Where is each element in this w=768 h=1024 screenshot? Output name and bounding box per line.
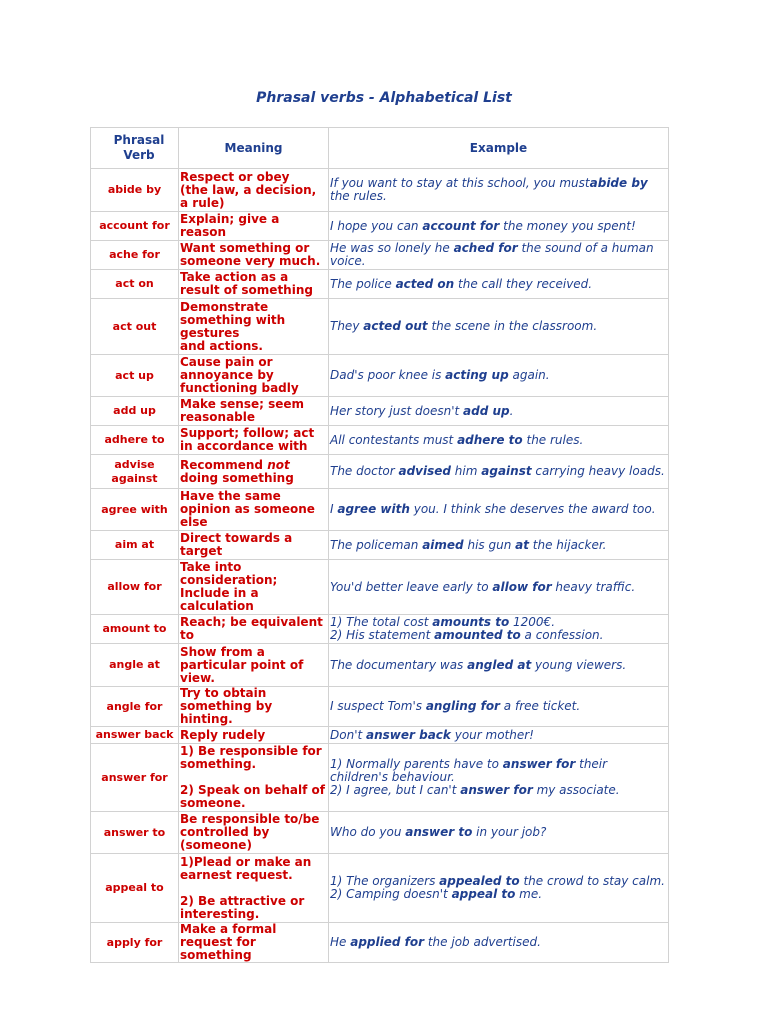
meaning-cell: Take into consideration; Include in a calculation (179, 560, 329, 615)
table-row (91, 812, 669, 854)
table-body (91, 169, 669, 963)
meaning-cell: Demonstrate something with gestures and actions. (179, 299, 329, 355)
example-cell: 1) The total cost amounts to 1200€. 2) His statement amounted to a confession. (329, 615, 669, 644)
meaning-cell: Have the same opinion as someone else (179, 489, 329, 531)
page-title: Phrasal verbs - Alphabetical List (256, 90, 512, 106)
phrasal-verb-cell: answer for (91, 744, 179, 812)
table-header-row (91, 128, 669, 169)
example-cell: He was so lonely he ached for the sound of a human voice. (329, 241, 669, 270)
phrasal-verb-cell: amount to (91, 615, 179, 644)
meaning-cell: 1)Plead or make an earnest request. 2) Be attractive or interesting. (179, 854, 329, 923)
example-cell: All contestants must adhere to the rules. (329, 426, 669, 455)
table-row (91, 744, 669, 812)
phrasal-verb-cell: appeal to (91, 854, 179, 923)
phrasal-verb-cell: ache for (91, 241, 179, 270)
phrasal-verb-cell: answer back (91, 727, 179, 744)
table-row (91, 355, 669, 397)
table-row (91, 299, 669, 355)
meaning-cell: Reply rudely (179, 727, 329, 744)
phrasal-verb-cell: angle at (91, 644, 179, 687)
table-row (91, 212, 669, 241)
table-row (91, 489, 669, 531)
table-row (91, 455, 669, 489)
meaning-cell: Reach; be equivalent to (179, 615, 329, 644)
example-cell: Who do you answer to in your job? (329, 812, 669, 854)
header-phrasal-verb: Phrasal Verb (91, 128, 179, 169)
meaning-cell: Take action as a result of something (179, 270, 329, 299)
meaning-cell: Want something or someone very much. (179, 241, 329, 270)
table-row (91, 169, 669, 212)
example-cell: They acted out the scene in the classroom. (329, 299, 669, 355)
meaning-cell: 1) Be responsible for something. 2) Speak on behalf of someone. (179, 744, 329, 812)
header-example: Example (329, 128, 669, 169)
meaning-cell: Make sense; seem reasonable (179, 397, 329, 426)
phrasal-verb-cell: abide by (91, 169, 179, 212)
phrasal-verb-cell: act on (91, 270, 179, 299)
phrasal-verb-cell: agree with (91, 489, 179, 531)
example-cell: I suspect Tom's angling for a free ticket. (329, 687, 669, 727)
phrasal-verb-cell: add up (91, 397, 179, 426)
phrasal-verb-cell: advise against (91, 455, 179, 489)
table-row (91, 687, 669, 727)
meaning-cell: Recommend not doing something (179, 455, 329, 489)
phrasal-verb-cell: account for (91, 212, 179, 241)
table-row (91, 397, 669, 426)
example-cell: You'd better leave early to allow for heavy traffic. (329, 560, 669, 615)
phrasal-verb-cell: apply for (91, 923, 179, 963)
table-row (91, 615, 669, 644)
table-row (91, 727, 669, 744)
phrasal-verb-cell: adhere to (91, 426, 179, 455)
phrasal-verb-cell: act up (91, 355, 179, 397)
table-row (91, 560, 669, 615)
table-row (91, 426, 669, 455)
example-cell: I agree with you. I think she deserves the award too. (329, 489, 669, 531)
table-row (91, 923, 669, 963)
example-cell: I hope you can account for the money you spent! (329, 212, 669, 241)
example-cell: The police acted on the call they received. (329, 270, 669, 299)
header-meaning: Meaning (179, 128, 329, 169)
table-row (91, 644, 669, 687)
example-cell: The documentary was angled at young viewers. (329, 644, 669, 687)
meaning-cell: Support; follow; act in accordance with (179, 426, 329, 455)
meaning-cell: Explain; give a reason (179, 212, 329, 241)
table-row (91, 270, 669, 299)
example-cell: Dad's poor knee is acting up again. (329, 355, 669, 397)
phrasal-verbs-table (90, 127, 669, 963)
table-row (91, 854, 669, 923)
example-cell: If you want to stay at this school, you mustabide by the rules. (329, 169, 669, 212)
phrasal-verb-cell: act out (91, 299, 179, 355)
phrasal-verb-cell: answer to (91, 812, 179, 854)
meaning-cell: Respect or obey (the law, a decision, a rule) (179, 169, 329, 212)
meaning-cell: Be responsible to/be controlled by (someone) (179, 812, 329, 854)
phrasal-verb-cell: angle for (91, 687, 179, 727)
meaning-cell: Cause pain or annoyance by functioning badly (179, 355, 329, 397)
example-cell: 1) Normally parents have to answer for their children's behaviour. 2) I agree, but I can't answer for my associate. (329, 744, 669, 812)
phrasal-verb-cell: allow for (91, 560, 179, 615)
example-cell: Her story just doesn't add up. (329, 397, 669, 426)
meaning-cell: Make a formal request for something (179, 923, 329, 963)
example-cell: 1) The organizers appealed to the crowd to stay calm. 2) Camping doesn't appeal to me. (329, 854, 669, 923)
meaning-cell: Show from a particular point of view. (179, 644, 329, 687)
table-row (91, 531, 669, 560)
table-row (91, 241, 669, 270)
example-cell: The policeman aimed his gun at the hijacker. (329, 531, 669, 560)
meaning-cell: Direct towards a target (179, 531, 329, 560)
example-cell: Don't answer back your mother! (329, 727, 669, 744)
phrasal-verb-cell: aim at (91, 531, 179, 560)
example-cell: He applied for the job advertised. (329, 923, 669, 963)
meaning-cell: Try to obtain something by hinting. (179, 687, 329, 727)
example-cell: The doctor advised him against carrying heavy loads. (329, 455, 669, 489)
